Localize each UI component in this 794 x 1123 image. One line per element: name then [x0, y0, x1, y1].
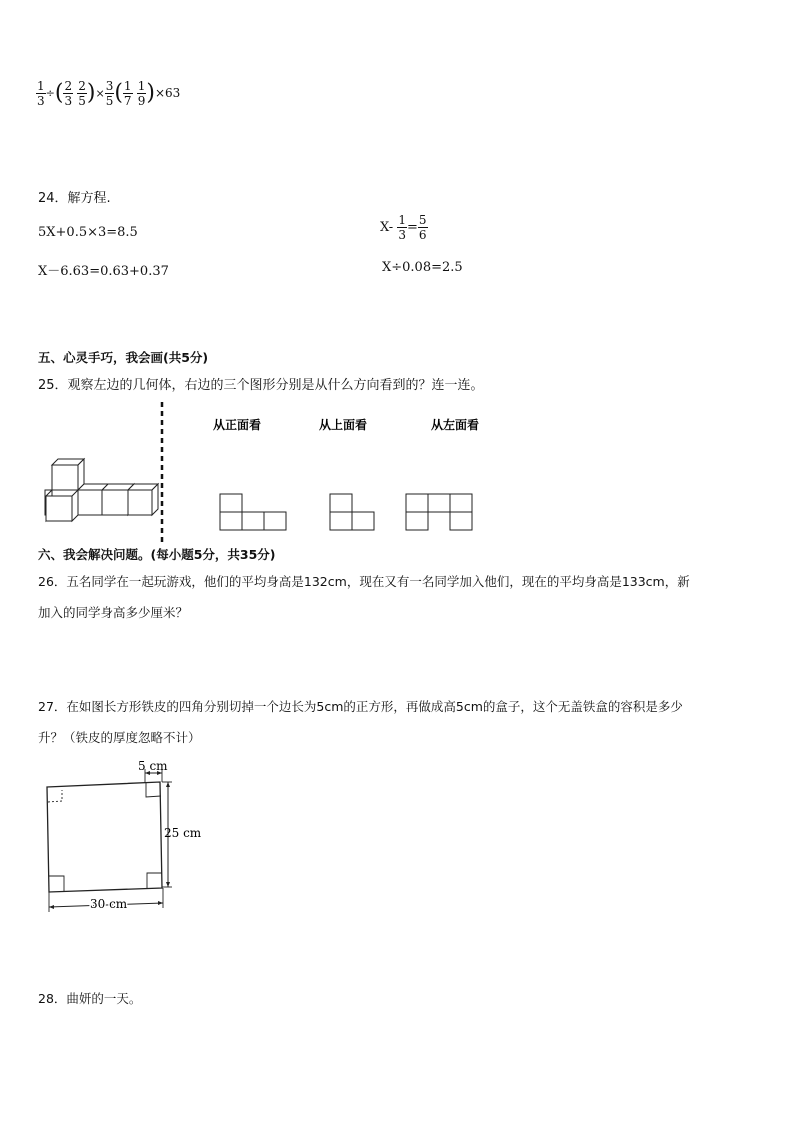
fraction-expression: $\frac{1}{3}$ ÷( $\frac{2}{3}$ $\frac{2}{5}$ )× $\frac{3}{5}$ ( $\frac{1}{7}$ $\frac{1}{9}$ )×63 [37, 79, 181, 108]
section-6-title: 六、我会解决问题。(每小题5分，共35分) [38, 547, 276, 562]
equation-4: X÷0.08=2.5 [382, 260, 463, 275]
operator: × [95, 87, 105, 100]
fraction: $\frac{2}{5}$ [78, 79, 86, 108]
q25-figure [30, 398, 500, 548]
equation-1: 5X+0.5×3=8.5 [38, 225, 138, 240]
operator: ×63 [154, 86, 181, 100]
q24-title: 24．解方程. [38, 191, 111, 206]
fraction: $\frac{2}{3}$ [64, 79, 73, 108]
q28-title: 28．曲妍的一天。 [38, 991, 142, 1006]
view-shape-1 [220, 494, 286, 530]
section-5-title: 五、心灵手巧，我会画(共5分) [38, 350, 209, 365]
equation-3: X－6.63=0.63+0.37 [38, 264, 169, 279]
operator: ÷ [45, 87, 55, 100]
fraction: $\frac{1}{7}$ [123, 79, 132, 108]
dimension-top: 5 cm [138, 759, 168, 773]
q26-line-1: 26．五名同学在一起玩游戏，他们的平均身高是132cm，现在又有一名同学加入他们，现在的平均身高是133cm，新 [38, 574, 690, 589]
q27-line-1: 27．在如图长方形铁皮的四角分别切掉一个边长为5cm的正方形，再做成高5cm的盒子，这个无盖铁盒的容积是多少 [38, 699, 683, 714]
fraction: $\frac{5}{6}$ [418, 213, 427, 242]
metal-sheet-outline [47, 782, 162, 892]
fraction: $\frac{3}{5}$ [105, 79, 114, 108]
fraction: $\frac{1}{3}$ [37, 79, 45, 108]
geometric-solid-figure [45, 459, 158, 521]
q26-line-2: 加入的同学身高多少厘米？ [38, 605, 189, 620]
view-label-front: 从正面看 [213, 418, 262, 432]
view-shape-3 [406, 494, 472, 530]
view-label-top: 从上面看 [319, 418, 368, 432]
fraction: $\frac{1}{9}$ [137, 79, 146, 108]
dimension-bottom: 30 cm [90, 897, 128, 911]
q27-line-2: 升？（铁皮的厚度忽略不计） [38, 730, 201, 745]
dimension-right: 25 cm [164, 826, 202, 840]
equation-2: X- $\frac{1}{3}$ = $\frac{5}{6}$ [380, 213, 427, 242]
fraction: $\frac{1}{3}$ [398, 213, 406, 242]
view-shape-2 [330, 494, 374, 530]
q27-figure [36, 756, 216, 916]
view-label-left: 从左面看 [431, 418, 480, 432]
q25-title: 25．观察左边的几何体，右边的三个图形分别是从什么方向看到的？连一连。 [38, 378, 484, 393]
